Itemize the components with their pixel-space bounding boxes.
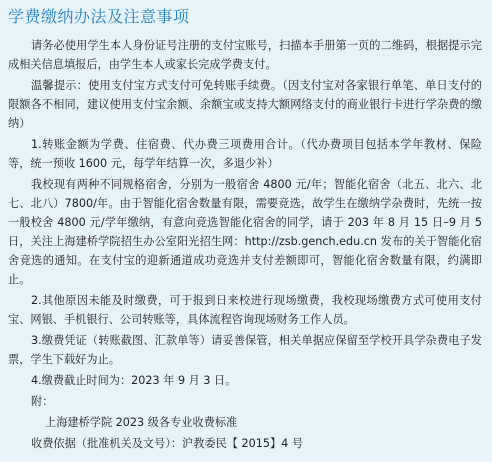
appendix-line <box>8 392 482 411</box>
appendix-title: 上海建桥学院 2023 级各专业收费标准 <box>45 416 238 429</box>
paragraph-payment-method: 请务必使用学生本人身份证号注册的支付宝账号，扫描本手册第一页的二维码，根据提示完成相关信息填报后，由学生本人或家长完成学费支付。 <box>8 39 482 71</box>
paragraph-receipt: 3.缴费凭证（转账截图、汇款单等）请妥善保管，相关单据应保留至学校开具学杂费电子发票，学生下载好为止。 <box>8 334 482 366</box>
appendix-label: 附： <box>31 395 54 408</box>
paragraph-dormitory: 我校现有两种不同规格宿舍，分别为一般宿舍 4800 元/年；智能化宿舍（北五、北六、北七、北八）7800/年。由于智能化宿舍数量有限，需要竞选，故学生在缴纳学杂费时，先统一按一般校舍 4800 元/学年缴纳，有意向竞选智能化宿舍的同学，请于 203 年 8 月 15 日–9 月 5 日，关注上海建桥学院招生办公室阳光招生网：http://zsb.gench.edu.cn 发布的关于智能化宿舍竞选的通知。在支付宝的迎新通道成功竞选并支付差额即可，智能化宿舍数量有限，约满即止。 <box>8 178 482 286</box>
paragraph-onsite-payment: 2.其他原因未能及时缴费，可于报到日来校进行现场缴费，我校现场缴费方式可使用支付宝、网银、手机银行、公司转账等，具体流程咨询现场财务工作人员。 <box>8 294 482 326</box>
payment-deadline: 4.缴费截止时间为：2023 年 9 月 3 日。 <box>31 374 237 387</box>
paragraph-transfer-amount: 1.转账金额为学费、住宿费、代办费三项费用合计。（代办费项目包括本学年教材、保险等，统一预收 1600 元，每学年结算一次，多退少补） <box>8 138 482 170</box>
paragraph-tips: 温馨提示：使用支付宝方式支付可免转账手续费。（因支付宝对各家银行单笔、单日支付的限额各不相同，建议使用支付宝余额、余额宝或支持大额网络支付的商业银行卡进行学杂费的缴纳） <box>8 79 482 130</box>
page-title: 学费缴纳办法及注意事项 <box>8 7 190 26</box>
fee-basis: 收费依据（批准机关及文号）：沪教委民【 2015】4 号 <box>31 437 304 450</box>
